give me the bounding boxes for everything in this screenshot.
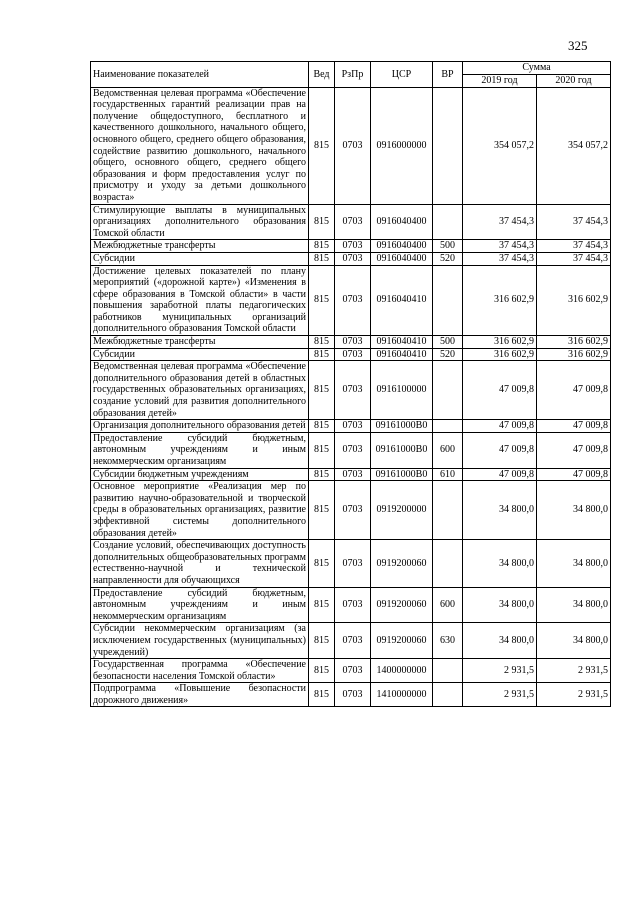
cell-2020: 37 454,3 [537, 204, 611, 240]
cell-csr: 1410000000 [371, 683, 433, 707]
cell-2019: 47 009,8 [463, 361, 537, 420]
header-name: Наименование показателей [91, 62, 309, 88]
cell-2020: 316 602,9 [537, 265, 611, 336]
cell-2019: 37 454,3 [463, 252, 537, 265]
cell-name: Организация дополнительного образования детей [91, 420, 309, 433]
cell-2020: 34 800,0 [537, 540, 611, 587]
cell-name: Предоставление субсидий бюджетным, автономным учреждениям и иным некоммерческим организациям [91, 587, 309, 623]
cell-rzpr: 0703 [335, 468, 371, 481]
cell-csr: 09161000В0 [371, 468, 433, 481]
cell-2019: 316 602,9 [463, 348, 537, 361]
cell-2019: 34 800,0 [463, 623, 537, 659]
cell-rzpr: 0703 [335, 420, 371, 433]
cell-2019: 34 800,0 [463, 587, 537, 623]
table-row [91, 659, 611, 683]
cell-2020: 47 009,8 [537, 361, 611, 420]
cell-rzpr: 0703 [335, 540, 371, 587]
cell-vr: 500 [433, 336, 463, 349]
cell-2019: 354 057,2 [463, 87, 537, 204]
cell-csr: 0916040410 [371, 348, 433, 361]
cell-name: Ведомственная целевая программа «Обеспечение государственных гарантий реализации прав на получение общедоступного, бесплатного и качественного дошкольного, начального общего, основного общего, среднего общего образования, содействие развитию дошкольного, начального общего, основного общего, среднего общего образования и форм предоставления услуг по присмотру и уходу за детьми дошкольного возраста» [91, 87, 309, 204]
cell-ved: 815 [309, 420, 335, 433]
cell-2020: 354 057,2 [537, 87, 611, 204]
cell-2019: 47 009,8 [463, 432, 537, 468]
cell-csr: 0916000000 [371, 87, 433, 204]
cell-2019: 2 931,5 [463, 683, 537, 707]
cell-name: Субсидии [91, 252, 309, 265]
cell-rzpr: 0703 [335, 204, 371, 240]
cell-2020: 34 800,0 [537, 481, 611, 540]
header-csr: ЦСР [371, 62, 433, 88]
cell-2019: 47 009,8 [463, 468, 537, 481]
table-row [91, 623, 611, 659]
table-row [91, 265, 611, 336]
cell-csr: 0916040400 [371, 240, 433, 253]
cell-name: Межбюджетные трансферты [91, 336, 309, 349]
cell-name: Субсидии [91, 348, 309, 361]
cell-2019: 316 602,9 [463, 265, 537, 336]
cell-2019: 316 602,9 [463, 336, 537, 349]
header-2020: 2020 год [537, 75, 611, 88]
cell-ved: 815 [309, 240, 335, 253]
cell-vr [433, 361, 463, 420]
cell-name: Основное мероприятие «Реализация мер по развитию научно-образовательной и творческой среды в образовательных организациях, развитие эффективной системы дополнительного образования детей» [91, 481, 309, 540]
cell-vr: 500 [433, 240, 463, 253]
cell-rzpr: 0703 [335, 348, 371, 361]
cell-2020: 316 602,9 [537, 348, 611, 361]
cell-2020: 34 800,0 [537, 623, 611, 659]
table-row [91, 348, 611, 361]
cell-csr: 09161000В0 [371, 420, 433, 433]
cell-rzpr: 0703 [335, 87, 371, 204]
cell-csr: 1400000000 [371, 659, 433, 683]
cell-csr: 0916040410 [371, 336, 433, 349]
cell-vr [433, 265, 463, 336]
cell-vr [433, 204, 463, 240]
cell-2019: 47 009,8 [463, 420, 537, 433]
cell-ved: 815 [309, 468, 335, 481]
cell-2020: 47 009,8 [537, 420, 611, 433]
table-row [91, 361, 611, 420]
cell-rzpr: 0703 [335, 587, 371, 623]
budget-table [90, 61, 611, 707]
cell-2020: 2 931,5 [537, 683, 611, 707]
cell-csr: 0919200060 [371, 587, 433, 623]
cell-name: Стимулирующие выплаты в муниципальных организациях дополнительного образования Томской области [91, 204, 309, 240]
cell-2019: 34 800,0 [463, 540, 537, 587]
cell-vr: 600 [433, 432, 463, 468]
cell-ved: 815 [309, 587, 335, 623]
cell-rzpr: 0703 [335, 659, 371, 683]
cell-name: Подпрограмма «Повышение безопасности дорожного движения» [91, 683, 309, 707]
cell-csr: 0916040400 [371, 204, 433, 240]
cell-vr [433, 683, 463, 707]
cell-csr: 0916100000 [371, 361, 433, 420]
cell-vr: 630 [433, 623, 463, 659]
table-row [91, 420, 611, 433]
cell-ved: 815 [309, 87, 335, 204]
cell-ved: 815 [309, 481, 335, 540]
table-row [91, 252, 611, 265]
table-row [91, 204, 611, 240]
cell-rzpr: 0703 [335, 361, 371, 420]
cell-name: Государственная программа «Обеспечение безопасности населения Томской области» [91, 659, 309, 683]
cell-2019: 37 454,3 [463, 240, 537, 253]
cell-ved: 815 [309, 540, 335, 587]
cell-vr [433, 659, 463, 683]
header-sum: Сумма [463, 62, 611, 75]
cell-rzpr: 0703 [335, 265, 371, 336]
cell-2020: 37 454,3 [537, 240, 611, 253]
header-vr: ВР [433, 62, 463, 88]
cell-vr [433, 420, 463, 433]
cell-vr: 610 [433, 468, 463, 481]
table-row [91, 683, 611, 707]
table-row [91, 481, 611, 540]
cell-2020: 316 602,9 [537, 336, 611, 349]
header-2019: 2019 год [463, 75, 537, 88]
cell-name: Достижение целевых показателей по плану мероприятий («дорожной карте») «Изменения в сфере образования в Томской области» в части повышения заработной платы педагогических работников муниципальных организаций дополнительного образования Томской области [91, 265, 309, 336]
cell-ved: 815 [309, 361, 335, 420]
cell-csr: 0919200000 [371, 481, 433, 540]
cell-rzpr: 0703 [335, 252, 371, 265]
cell-vr [433, 87, 463, 204]
cell-name: Предоставление субсидий бюджетным, автономным учреждениям и иным некоммерческим организациям [91, 432, 309, 468]
table-row [91, 587, 611, 623]
cell-ved: 815 [309, 623, 335, 659]
cell-vr [433, 540, 463, 587]
header-rzpr: РзПр [335, 62, 371, 88]
cell-csr: 0919200060 [371, 540, 433, 587]
cell-ved: 815 [309, 336, 335, 349]
cell-name: Ведомственная целевая программа «Обеспечение дополнительного образования детей в областных государственных образовательных организациях, создание условий для развития дополнительного образования детей» [91, 361, 309, 420]
cell-2020: 2 931,5 [537, 659, 611, 683]
cell-ved: 815 [309, 348, 335, 361]
cell-vr: 520 [433, 348, 463, 361]
cell-ved: 815 [309, 683, 335, 707]
cell-rzpr: 0703 [335, 683, 371, 707]
cell-name: Субсидии бюджетным учреждениям [91, 468, 309, 481]
header-ved: Вед [309, 62, 335, 88]
cell-2020: 34 800,0 [537, 587, 611, 623]
cell-csr: 0919200060 [371, 623, 433, 659]
cell-rzpr: 0703 [335, 623, 371, 659]
cell-vr: 520 [433, 252, 463, 265]
cell-csr: 09161000В0 [371, 432, 433, 468]
cell-rzpr: 0703 [335, 240, 371, 253]
table-row [91, 432, 611, 468]
table-row [91, 468, 611, 481]
cell-2020: 47 009,8 [537, 432, 611, 468]
table-row [91, 240, 611, 253]
cell-ved: 815 [309, 265, 335, 336]
cell-2020: 47 009,8 [537, 468, 611, 481]
page-number: 325 [568, 38, 588, 53]
table-body [91, 87, 611, 707]
cell-rzpr: 0703 [335, 432, 371, 468]
table-row [91, 87, 611, 204]
cell-2020: 37 454,3 [537, 252, 611, 265]
cell-rzpr: 0703 [335, 481, 371, 540]
cell-ved: 815 [309, 204, 335, 240]
cell-ved: 815 [309, 659, 335, 683]
cell-rzpr: 0703 [335, 336, 371, 349]
cell-ved: 815 [309, 432, 335, 468]
cell-2019: 34 800,0 [463, 481, 537, 540]
cell-vr: 600 [433, 587, 463, 623]
cell-csr: 0916040400 [371, 252, 433, 265]
cell-csr: 0916040410 [371, 265, 433, 336]
table-row [91, 540, 611, 587]
cell-name: Создание условий, обеспечивающих доступность дополнительных общеобразовательных программ естественно-научной и технической направленности для обучающихся [91, 540, 309, 587]
cell-name: Субсидии некоммерческим организациям (за исключением государственных (муниципальных) учреждений) [91, 623, 309, 659]
table-row [91, 336, 611, 349]
cell-2019: 2 931,5 [463, 659, 537, 683]
table-header-row [91, 62, 611, 75]
cell-2019: 37 454,3 [463, 204, 537, 240]
cell-vr [433, 481, 463, 540]
cell-name: Межбюджетные трансферты [91, 240, 309, 253]
cell-ved: 815 [309, 252, 335, 265]
